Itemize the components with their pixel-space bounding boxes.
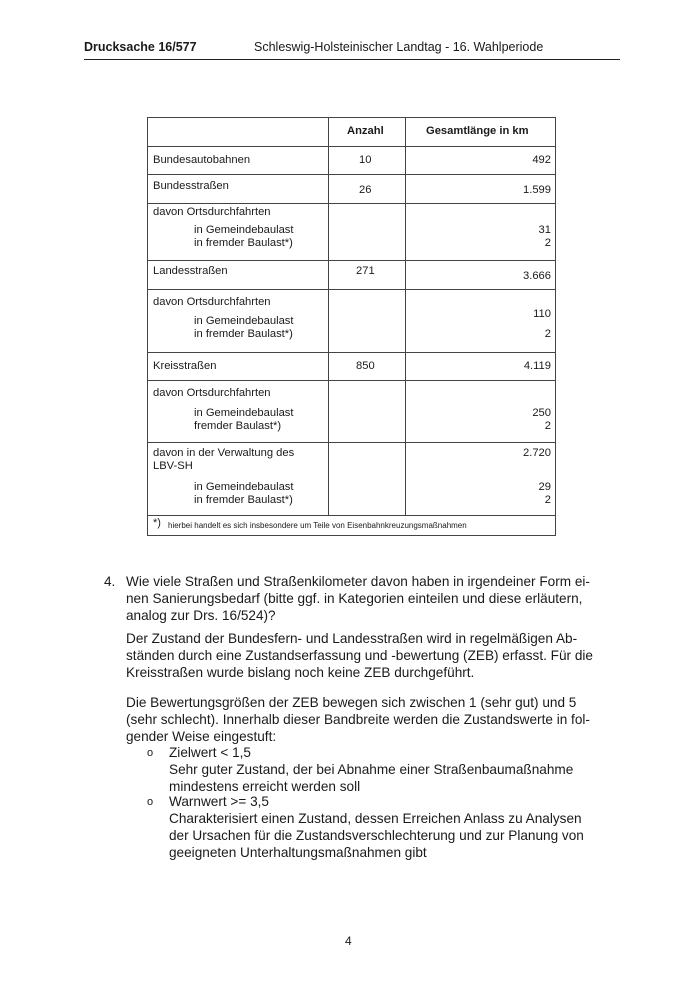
footnote-mark: *) bbox=[153, 517, 161, 529]
bullet-line: der Ursachen für die Zustandsverschlechterung und zur Planung von bbox=[169, 828, 584, 843]
row-laenge1: 31 bbox=[538, 224, 551, 236]
row-laenge2: 2 bbox=[544, 420, 551, 432]
row-label: Bundesstraßen bbox=[153, 180, 229, 192]
col-header-anzahl: Anzahl bbox=[347, 125, 384, 137]
header-title: Schleswig-Holsteinischer Landtag - 16. Wahlperiode bbox=[254, 40, 544, 54]
question-line: Wie viele Straßen und Straßenkilometer davon haben in irgendeiner Form ei- bbox=[126, 574, 590, 589]
bullet-icon: o bbox=[147, 747, 154, 759]
row-laenge2: 2 bbox=[544, 328, 551, 340]
row-laenge: 4.119 bbox=[523, 360, 551, 372]
bullet-icon: o bbox=[147, 796, 154, 808]
table-row bbox=[148, 289, 555, 352]
row-sub1: in Gemeindebaulast bbox=[194, 407, 294, 419]
row-label: davon Ortsdurchfahrten bbox=[153, 387, 271, 399]
table-row bbox=[148, 203, 555, 260]
question-line: nen Sanierungsbedarf (bitte ggf. in Kategorien einteilen und diese erläutern, bbox=[126, 591, 583, 606]
bullet-line: mindestens erreicht werden soll bbox=[169, 779, 361, 794]
row-label: Landesstraßen bbox=[153, 265, 228, 277]
row-anzahl: 10 bbox=[359, 154, 372, 166]
row-label: davon Ortsdurchfahrten bbox=[153, 206, 271, 218]
page-number: 4 bbox=[345, 934, 352, 948]
question-line: analog zur Drs. 16/524)? bbox=[126, 608, 276, 623]
row-label: davon in der Verwaltung des bbox=[153, 447, 295, 459]
row-sub2: in fremder Baulast*) bbox=[194, 328, 293, 340]
table-footnote bbox=[148, 515, 555, 535]
row-label: Kreisstraßen bbox=[153, 360, 217, 372]
row-laenge1: 29 bbox=[538, 481, 551, 493]
row-sub2: in fremder Baulast*) bbox=[194, 237, 293, 249]
table-row bbox=[148, 174, 555, 203]
row-label-cont: LBV-SH bbox=[153, 460, 193, 472]
row-anzahl: 271 bbox=[356, 265, 375, 277]
table-row bbox=[148, 352, 555, 380]
row-sub1: in Gemeindebaulast bbox=[194, 481, 294, 493]
row-sub1: in Gemeindebaulast bbox=[194, 315, 294, 327]
row-sub2: in fremder Baulast*) bbox=[194, 494, 293, 506]
bullet-title: Warnwert >= 3,5 bbox=[169, 794, 269, 809]
table-row bbox=[148, 380, 555, 442]
row-laenge: 492 bbox=[532, 154, 551, 166]
answer-line: ständen durch eine Zustandserfassung und -bewertung (ZEB) erfasst. Für die bbox=[126, 648, 593, 663]
table-row bbox=[148, 146, 555, 174]
bullet-line: Sehr guter Zustand, der bei Abnahme einer Straßenbaumaßnahme bbox=[169, 762, 574, 777]
table-header-row bbox=[148, 118, 555, 146]
row-anzahl: 26 bbox=[359, 184, 372, 196]
bullet-line: geeigneten Unterhaltungsmaßnahmen gibt bbox=[169, 845, 427, 860]
road-statistics-table bbox=[147, 117, 556, 536]
row-label: davon Ortsdurchfahrten bbox=[153, 296, 271, 308]
row-sub1: in Gemeindebaulast bbox=[194, 224, 294, 236]
row-anzahl: 850 bbox=[356, 360, 375, 372]
row-laenge1: 110 bbox=[533, 308, 551, 320]
row-laenge1: 250 bbox=[532, 407, 551, 419]
answer-line: gender Weise eingestuft: bbox=[126, 729, 277, 744]
answer-line: Der Zustand der Bundesfern- und Landesstraßen wird in regelmäßigen Ab- bbox=[126, 631, 578, 646]
answer-line: Die Bewertungsgrößen der ZEB bewegen sich zwischen 1 (sehr gut) und 5 bbox=[126, 695, 577, 710]
table-row bbox=[148, 260, 555, 289]
row-label: Bundesautobahnen bbox=[153, 154, 251, 166]
row-laenge: 1.599 bbox=[523, 184, 551, 196]
bullet-line: Charakterisiert einen Zustand, dessen Erreichen Anlass zu Analysen bbox=[169, 811, 582, 826]
col-header-laenge: Gesamtlänge in km bbox=[426, 125, 529, 137]
answer-line: (sehr schlecht). Innerhalb dieser Bandbreite werden die Zustandswerte in fol- bbox=[126, 712, 590, 727]
header-rule bbox=[84, 59, 620, 60]
row-laenge: 3.666 bbox=[523, 270, 551, 282]
answer-line: Kreisstraßen wurde bislang noch keine ZEB durchgeführt. bbox=[126, 665, 475, 680]
footnote-text: hierbei handelt es sich insbesondere um Teile von Eisenbahnkreuzungsmaßnahmen bbox=[168, 521, 467, 530]
row-laenge2: 2 bbox=[544, 494, 551, 506]
row-laenge2: 2 bbox=[544, 237, 551, 249]
table-row bbox=[148, 442, 555, 515]
bullet-title: Zielwert < 1,5 bbox=[169, 745, 251, 760]
row-sub2: fremder Baulast*) bbox=[194, 420, 282, 432]
doc-number: Drucksache 16/577 bbox=[84, 40, 197, 54]
question-number: 4. bbox=[104, 574, 116, 589]
row-laenge: 2.720 bbox=[523, 447, 551, 459]
